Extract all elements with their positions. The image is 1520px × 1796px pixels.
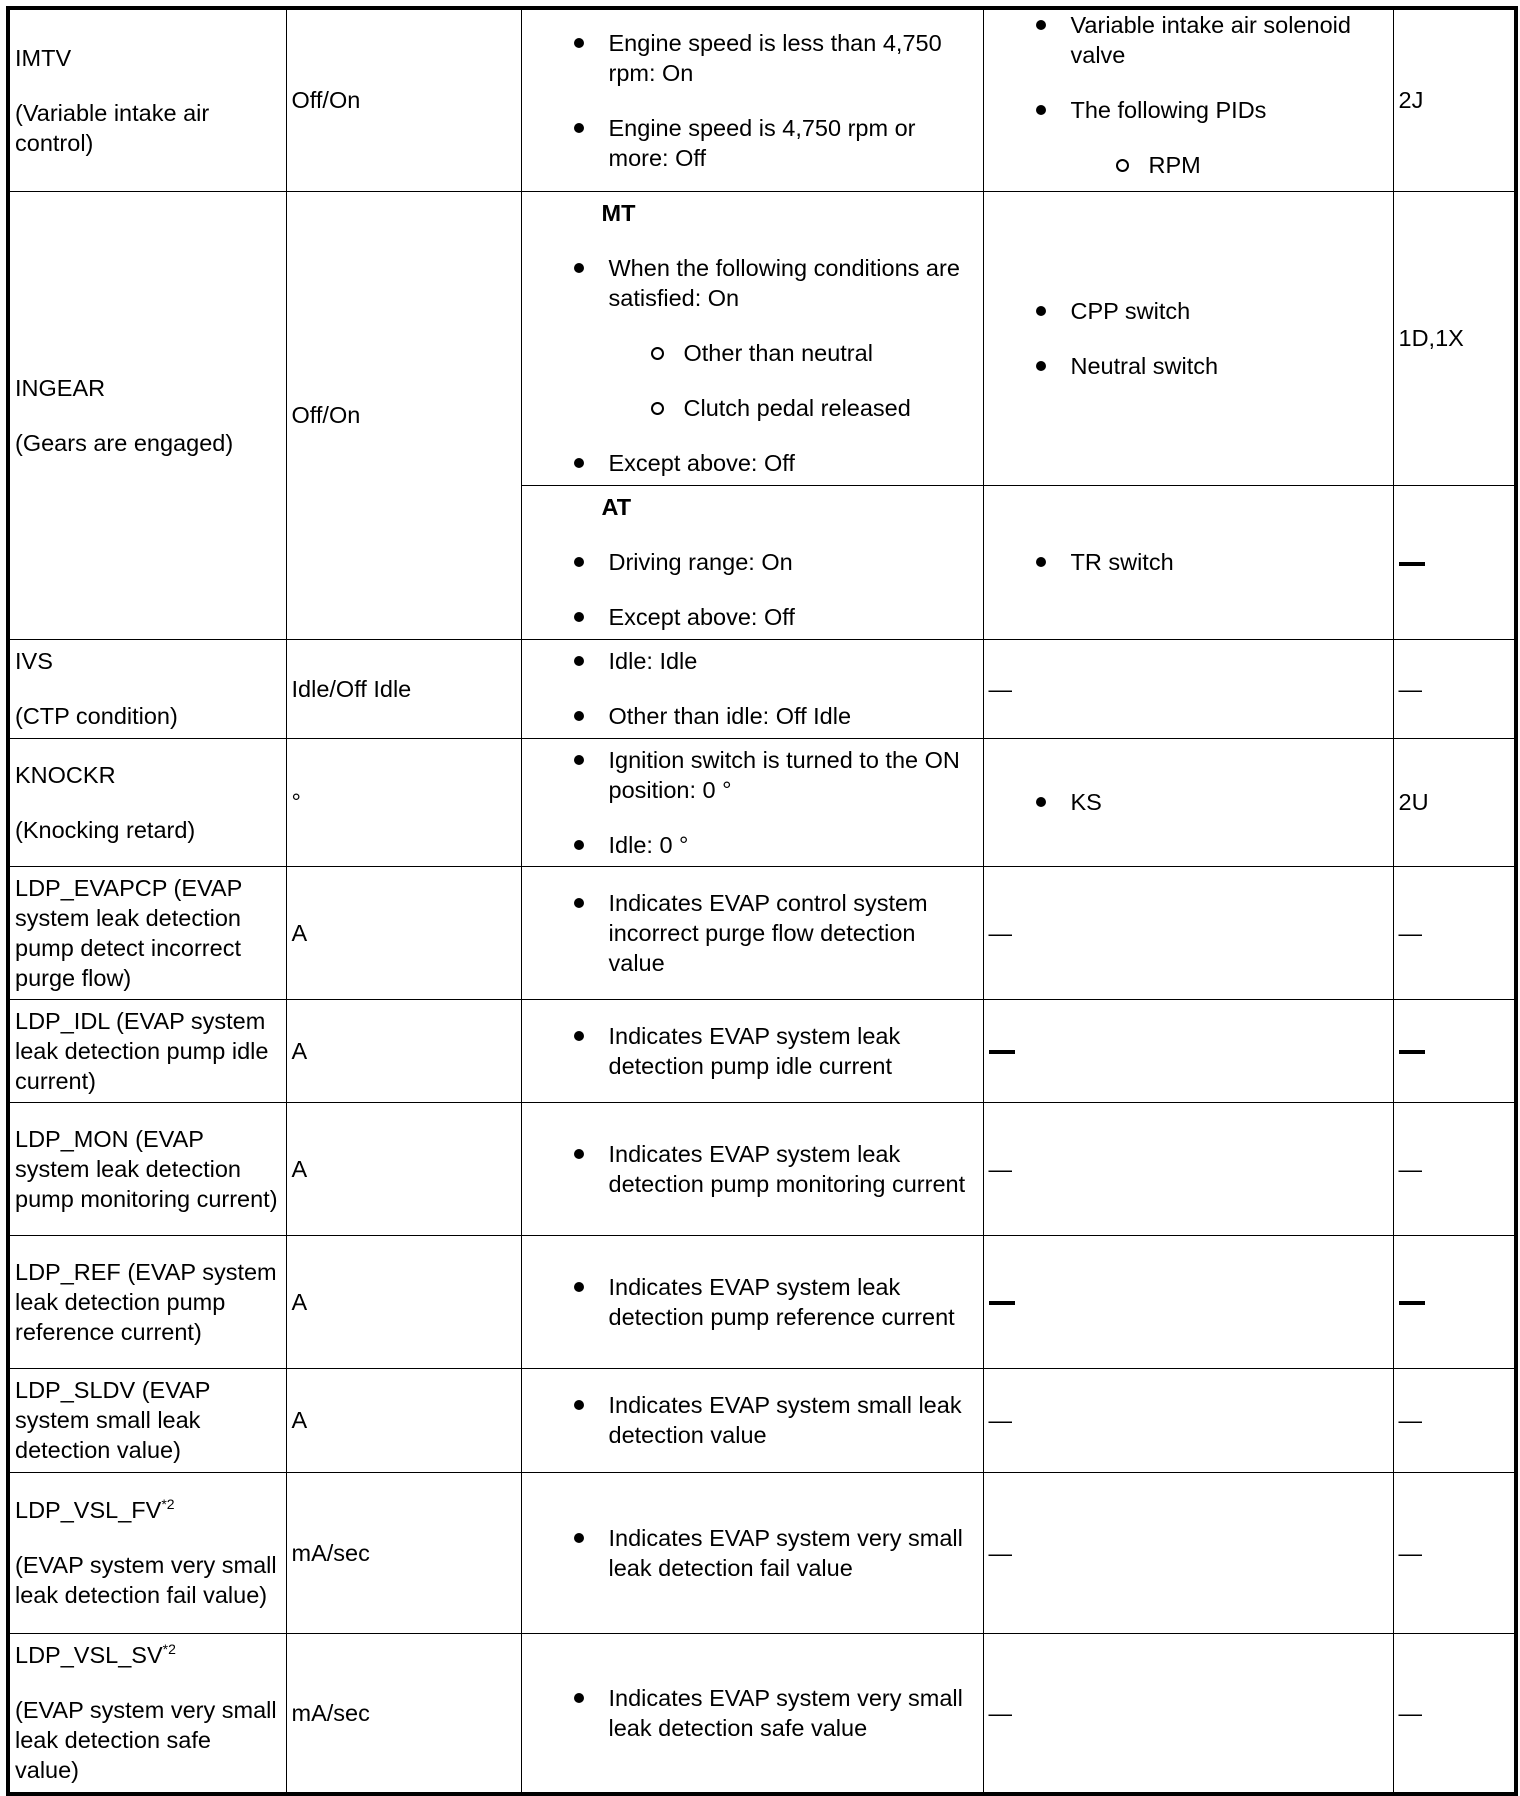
pid-cell: LDP_SLDV (EVAP system small leak detection value) [8,1368,286,1472]
unit-cell: ° [286,738,521,866]
pid-description: (CTP condition) [15,703,178,729]
terminal-cell: — [1393,1472,1516,1633]
pid-cell: LDP_EVAPCP (EVAP system leak detection pump detect incorrect purge flow) [8,866,286,999]
condition-cell [521,866,983,999]
unit-cell: Off/On [286,8,521,191]
pid-name: KNOCKR [15,761,116,788]
list-item: Except above: Off [609,602,978,632]
list-item: Driving range: On [609,547,978,577]
pid-name: INGEAR [15,374,106,401]
table-row [8,999,1516,1102]
pid-cell [8,1633,286,1794]
condition-cell [521,639,983,738]
terminal-cell [1393,999,1516,1102]
list-item [609,253,978,423]
inspection-cell [983,191,1393,485]
list-item: Indicates EVAP control system incorrect purge flow detection value [609,888,978,978]
table-row [8,1102,1516,1235]
sub-list-item: Clutch pedal released [684,393,978,423]
inspection-cell: — [983,1472,1393,1633]
section-header: MT [601,200,636,226]
unit-cell: Idle/Off Idle [286,639,521,738]
footnote-marker: *2 [161,1496,175,1513]
list-item: Indicates EVAP system leak detection pump reference current [609,1272,978,1332]
unit-cell: A [286,999,521,1102]
unit-cell: A [286,1102,521,1235]
pid-name: IMTV [15,44,72,71]
terminal-cell: — [1393,866,1516,999]
pid-cell: LDP_REF (EVAP system leak detection pump reference current) [8,1235,286,1368]
list-item: Indicates EVAP system leak detection pump idle current [609,1021,978,1081]
inspection-cell: — [983,1102,1393,1235]
unit-cell: mA/sec [286,1633,521,1794]
section-header: AT [601,494,632,520]
list-item: Engine speed is 4,750 rpm or more: Off [609,113,978,173]
condition-cell [521,1472,983,1633]
inspection-cell: — [983,1368,1393,1472]
pid-description: (Gears are engaged) [15,429,234,456]
condition-cell [521,8,983,191]
inspection-cell [983,8,1393,191]
list-item: TR switch [1071,547,1388,577]
sub-list-item: Other than neutral [684,338,978,368]
pid-cell [8,1472,286,1633]
terminal-cell: — [1393,1102,1516,1235]
pid-description: (Variable intake air control) [15,99,210,156]
inspection-cell: — [983,866,1393,999]
list-item [1071,95,1388,180]
pid-cell: LDP_IDL (EVAP system leak detection pump idle current) [8,999,286,1102]
terminal-cell: — [1393,1633,1516,1794]
unit-cell: mA/sec [286,1472,521,1633]
pid-cell [8,191,286,639]
terminal-cell: 1D,1X [1393,191,1516,485]
inspection-cell [983,1235,1393,1368]
list-item: Ignition switch is turned to the ON position: 0 ° [609,745,978,805]
table-row [8,1633,1516,1794]
em-dash [1399,1050,1425,1054]
condition-cell [521,1235,983,1368]
em-dash [1399,1301,1425,1305]
pid-name [15,1640,281,1670]
unit-cell: A [286,1368,521,1472]
unit-cell: A [286,866,521,999]
terminal-cell: 2U [1393,738,1516,866]
em-dash [1399,562,1425,566]
pid-name [15,1495,281,1525]
list-item: Idle: Idle [609,646,978,676]
pid-name: IVS [15,648,53,674]
list-item: Except above: Off [609,448,978,478]
condition-cell [521,1368,983,1472]
unit-cell: Off/On [286,191,521,639]
condition-cell [521,191,983,485]
table-row [8,1235,1516,1368]
terminal-cell [1393,1235,1516,1368]
list-item-text: The following PIDs [1070,97,1267,123]
pid-description: (EVAP system very small leak detection safe value) [15,1697,277,1784]
pid-cell [8,639,286,738]
list-item: CPP switch [1071,296,1388,326]
inspection-cell [983,485,1393,639]
condition-cell [521,999,983,1102]
footnote-marker: *2 [162,1641,176,1658]
pid-cell: LDP_MON (EVAP system leak detection pump monitoring current) [8,1102,286,1235]
condition-cell [521,1633,983,1794]
list-item: Indicates EVAP system small leak detection value [609,1390,978,1450]
condition-cell [521,738,983,866]
table-row [8,639,1516,738]
terminal-cell [1393,485,1516,639]
list-item: Indicates EVAP system leak detection pump monitoring current [609,1139,978,1199]
list-item: Indicates EVAP system very small leak detection fail value [609,1523,978,1583]
em-dash [989,1050,1015,1054]
list-item: Neutral switch [1071,351,1388,381]
terminal-cell: — [1393,639,1516,738]
list-item: KS [1071,787,1388,817]
pid-name-text: LDP_VSL_SV [15,1642,163,1669]
list-item: Other than idle: Off Idle [609,701,978,731]
condition-cell [521,485,983,639]
inspection-cell [983,738,1393,866]
pid-description: (Knocking retard) [15,816,196,843]
list-item: Variable intake air solenoid valve [1071,10,1388,70]
pid-table [6,6,1518,1796]
table-row [8,1368,1516,1472]
table-row [8,1472,1516,1633]
table-row [8,191,1516,485]
inspection-cell [983,999,1393,1102]
pid-name-text: LDP_VSL_FV [15,1497,162,1523]
terminal-cell: 2J [1393,8,1516,191]
table-row [8,738,1516,866]
pid-description: (EVAP system very small leak detection fail value) [15,1552,277,1608]
unit-cell: A [286,1235,521,1368]
list-item: Indicates EVAP system very small leak detection safe value [609,1683,978,1743]
list-item: Idle: 0 ° [609,830,978,860]
sub-list-item: RPM [1149,150,1388,180]
table-row [8,8,1516,191]
inspection-cell: — [983,639,1393,738]
table-row [8,866,1516,999]
em-dash [989,1301,1015,1305]
pid-cell [8,8,286,191]
inspection-cell: — [983,1633,1393,1794]
list-item: Engine speed is less than 4,750 rpm: On [609,28,978,88]
condition-cell [521,1102,983,1235]
pid-cell [8,738,286,866]
list-item-text: When the following conditions are satisfied: On [608,255,960,311]
terminal-cell: — [1393,1368,1516,1472]
